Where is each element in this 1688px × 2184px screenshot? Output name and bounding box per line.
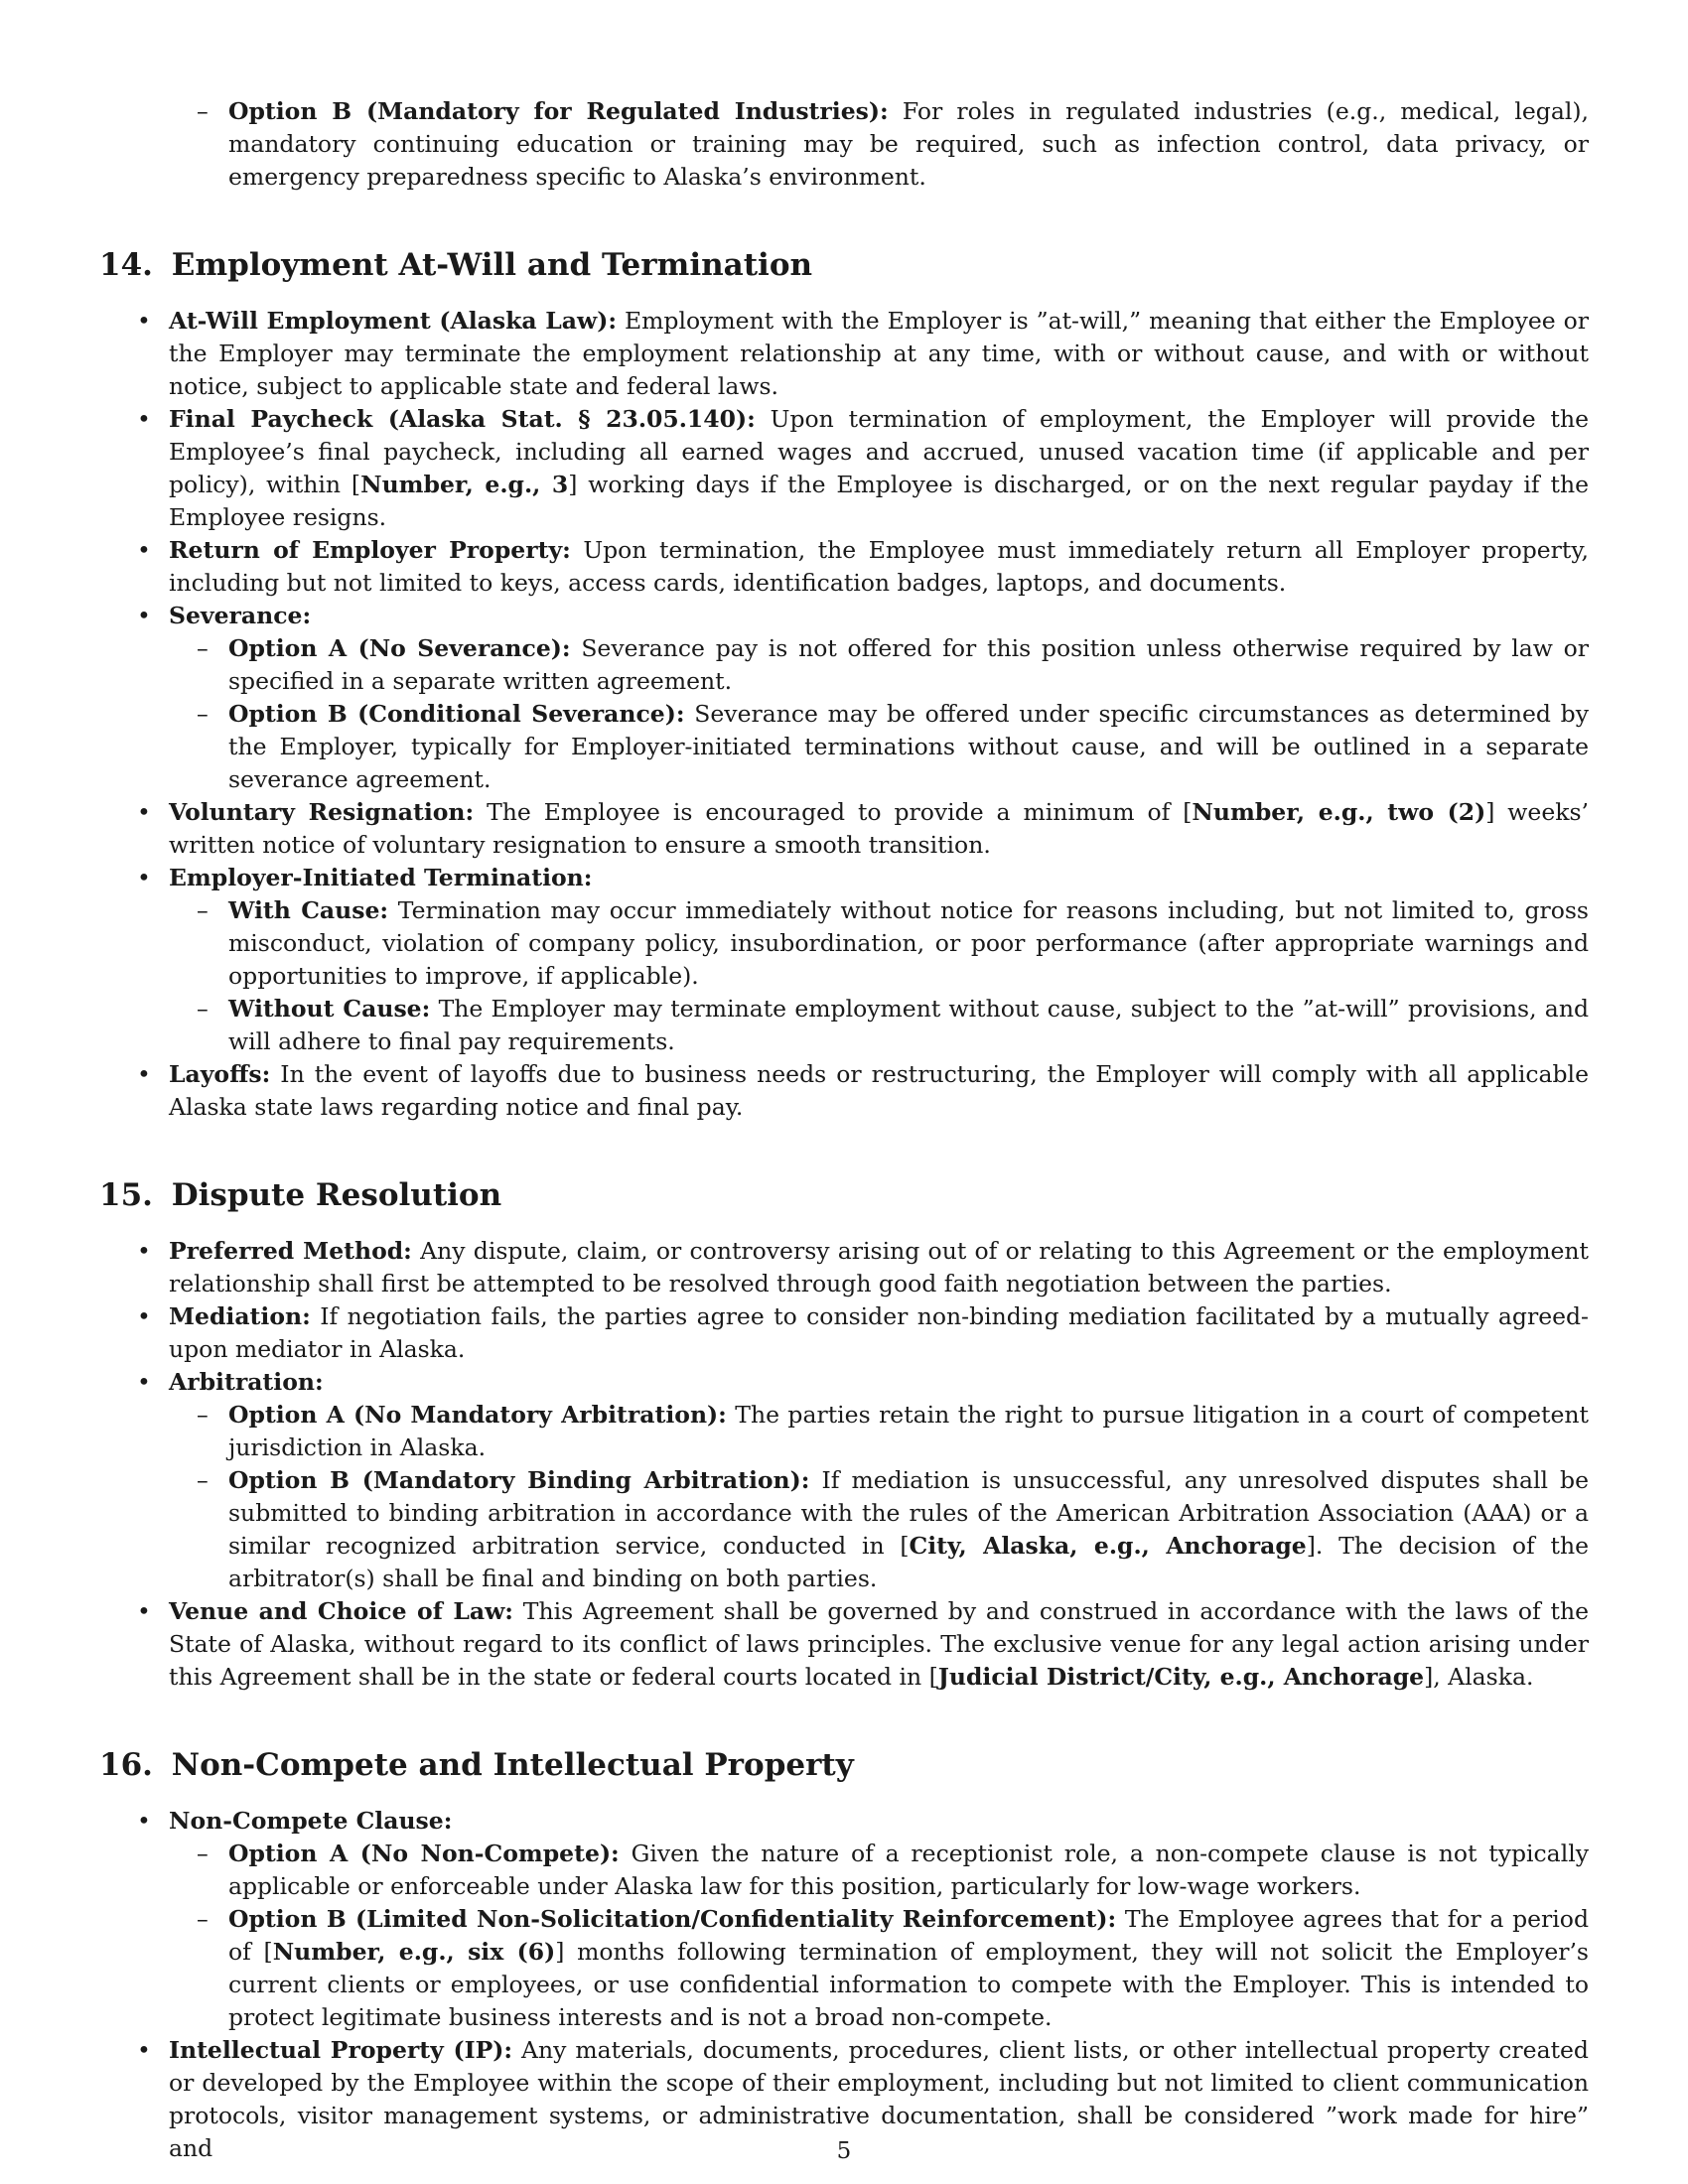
section-title: Non-Compete and Intellectual Property bbox=[171, 1747, 854, 1783]
item-label: Final Paycheck (Alaska Stat. § 23.05.140): bbox=[169, 405, 756, 433]
list-item bbox=[169, 1399, 1589, 1464]
section-number: 16. bbox=[99, 1747, 153, 1783]
section-number: 14. bbox=[99, 247, 153, 283]
sub-list bbox=[169, 894, 1589, 1058]
option-label: Option A (No Mandatory Arbitration): bbox=[228, 1401, 727, 1429]
item-label: Preferred Method: bbox=[169, 1237, 412, 1265]
list-item bbox=[99, 305, 1589, 403]
placeholder-bold: Number, e.g., two (2) bbox=[1192, 798, 1486, 826]
item-label: Severance: bbox=[169, 602, 312, 629]
option-text: If mediation is unsuccessful, any unresolved disputes shall be submitted to binding arbitration in accordance with the rules of the American Arbitration Association (AAA) or a similar recognized arbitration service, conducted in [ bbox=[228, 1466, 1589, 1560]
option-text: For roles in regulated industries (e.g., medical, legal), mandatory continuing education or training may be required, such as infection control, data privacy, or emergency preparedness specific to Alaska’s environment. bbox=[228, 97, 1589, 191]
list-item bbox=[99, 534, 1589, 600]
list-item bbox=[169, 632, 1589, 698]
option-text: ] months following termination of employment, they will not solicit the Employer’s current clients or employees, or use confidential information to compete with the Employer. This is intended to protect legitimate business interests and is not a broad non-compete. bbox=[228, 1938, 1589, 2031]
item-text: Any dispute, claim, or controversy arising out of or relating to this Agreement or the employment relationship shall first be attempted to be resolved through good faith negotiation between the parties. bbox=[169, 1237, 1590, 1297]
item-text: If negotiation fails, the parties agree to consider non-binding mediation facilitated by a mutually agreed-upon mediator in Alaska. bbox=[169, 1302, 1589, 1363]
section-number: 15. bbox=[99, 1177, 153, 1213]
placeholder-bold: Number, e.g., six (6) bbox=[272, 1938, 556, 1966]
list-item bbox=[99, 1058, 1589, 1124]
item-text: ], Alaska. bbox=[1424, 1663, 1534, 1691]
list-item bbox=[99, 403, 1589, 534]
item-text: Upon termination of employment, the Employer will provide the Employee’s final paycheck, including all earned wages and accrued, unused vacation time (if applicable and per policy), within [ bbox=[169, 405, 1589, 498]
list-item bbox=[169, 1903, 1589, 2034]
item-label: At-Will Employment (Alaska Law): bbox=[169, 307, 618, 335]
section-heading-14 bbox=[99, 245, 1589, 285]
option-label: Option A (No Severance): bbox=[228, 634, 571, 662]
option-label: Option B (Conditional Severance): bbox=[228, 700, 685, 728]
option-text: The Employer may terminate employment without cause, subject to the ”at-will” provisions, and will adhere to final pay requirements. bbox=[228, 995, 1589, 1055]
list-item bbox=[169, 698, 1589, 796]
sub-list bbox=[169, 1838, 1589, 2034]
section-title: Employment At-Will and Termination bbox=[171, 247, 813, 283]
option-label: Option B (Mandatory Binding Arbitration): bbox=[228, 1466, 810, 1494]
option-text: Severance may be offered under specific circumstances as determined by the Employer, typically for Employer-initiated terminations without cause, and will be outlined in a separate severance agreement. bbox=[228, 700, 1589, 793]
item-text: The Employee is encouraged to provide a minimum of [ bbox=[487, 798, 1193, 826]
section-heading-15 bbox=[99, 1175, 1589, 1215]
section-15-list bbox=[99, 1235, 1589, 1694]
list-item bbox=[99, 1366, 1589, 1595]
option-text: Given the nature of a receptionist role, a non-compete clause is not typically applicable or enforceable under Alaska law for this position, particularly for low-wage workers. bbox=[228, 1840, 1589, 1900]
item-label: Layoffs: bbox=[169, 1060, 271, 1088]
item-text: This Agreement shall be governed by and construed in accordance with the laws of the State of Alaska, without regard to its conflict of laws principles. The exclusive venue for any legal action arising under this Agreement shall be in the state or federal courts located in [ bbox=[169, 1597, 1589, 1691]
page-content bbox=[99, 95, 1589, 2165]
section-16-list bbox=[99, 1805, 1589, 2165]
item-label: Mediation: bbox=[169, 1302, 311, 1330]
item-label: Voluntary Resignation: bbox=[169, 798, 475, 826]
option-text: Termination may occur immediately without notice for reasons including, but not limited to, gross misconduct, violation of company policy, insubordination, or poor performance (after appropriate warnings and opportunities to improve, if applicable). bbox=[228, 896, 1589, 990]
top-option-list bbox=[169, 95, 1589, 194]
list-item bbox=[99, 1235, 1589, 1300]
placeholder-bold: City, Alaska, e.g., Anchorage bbox=[909, 1532, 1307, 1560]
list-item bbox=[99, 600, 1589, 796]
option-text: ]. The decision of the arbitrator(s) shall be final and binding on both parties. bbox=[228, 1532, 1589, 1592]
list-item bbox=[99, 862, 1589, 1058]
item-label: Intellectual Property (IP): bbox=[169, 2036, 513, 2064]
section-title: Dispute Resolution bbox=[171, 1177, 502, 1213]
sub-list bbox=[169, 1399, 1589, 1595]
option-label: Option B (Mandatory for Regulated Industries): bbox=[228, 97, 889, 125]
item-label: Non-Compete Clause: bbox=[169, 1807, 453, 1835]
list-item bbox=[99, 1300, 1589, 1366]
list-item bbox=[99, 796, 1589, 862]
list-item bbox=[169, 993, 1589, 1058]
option-text: Severance pay is not offered for this position unless otherwise required by law or specified in a separate written agreement. bbox=[228, 634, 1589, 695]
item-label: Arbitration: bbox=[169, 1368, 324, 1396]
item-text: ] working days if the Employee is discharged, or on the next regular payday if the Employee resigns. bbox=[169, 471, 1589, 531]
list-item bbox=[99, 1595, 1589, 1694]
option-label: Without Cause: bbox=[228, 995, 431, 1023]
list-item bbox=[169, 1838, 1589, 1903]
list-item bbox=[99, 1805, 1589, 2034]
placeholder-bold: Judicial District/City, e.g., Anchorage bbox=[937, 1663, 1425, 1691]
item-label: Return of Employer Property: bbox=[169, 536, 571, 564]
sub-list bbox=[169, 632, 1589, 796]
item-text: In the event of layoffs due to business needs or restructuring, the Employer will comply with all applicable Alaska state laws regarding notice and final pay. bbox=[169, 1060, 1589, 1121]
option-text: The parties retain the right to pursue litigation in a court of competent jurisdiction in Alaska. bbox=[228, 1401, 1589, 1461]
item-text: ] weeks’ written notice of voluntary resignation to ensure a smooth transition. bbox=[169, 798, 1589, 859]
option-label: Option B (Limited Non-Solicitation/Confidentiality Reinforcement): bbox=[228, 1905, 1117, 1933]
item-text: Any materials, documents, procedures, client lists, or other intellectual property created or developed by the Employee within the scope of their employment, including but not limited to client communication protocols, visitor management systems, or administrative documentation, shall be considered ”work made for hire” and bbox=[169, 2036, 1589, 2162]
option-text: The Employee agrees that for a period of [ bbox=[228, 1905, 1589, 1966]
list-item bbox=[169, 95, 1589, 194]
item-text: Employment with the Employer is ”at-will,” meaning that either the Employee or the Employer may terminate the employment relationship at any time, with or without cause, and with or without notice, subject to applicable state and federal laws. bbox=[169, 307, 1589, 400]
list-item bbox=[169, 1464, 1589, 1595]
item-label: Venue and Choice of Law: bbox=[169, 1597, 513, 1625]
section-heading-16 bbox=[99, 1745, 1589, 1785]
section-14-list bbox=[99, 305, 1589, 1124]
item-label: Employer-Initiated Termination: bbox=[169, 864, 593, 891]
option-label: Option A (No Non-Compete): bbox=[228, 1840, 620, 1867]
option-label: With Cause: bbox=[228, 896, 389, 924]
page-number: 5 bbox=[836, 2138, 852, 2164]
placeholder-bold: Number, e.g., 3 bbox=[360, 471, 569, 498]
list-item bbox=[169, 894, 1589, 993]
item-text: Upon termination, the Employee must immediately return all Employer property, including but not limited to keys, access cards, identification badges, laptops, and documents. bbox=[169, 536, 1589, 597]
